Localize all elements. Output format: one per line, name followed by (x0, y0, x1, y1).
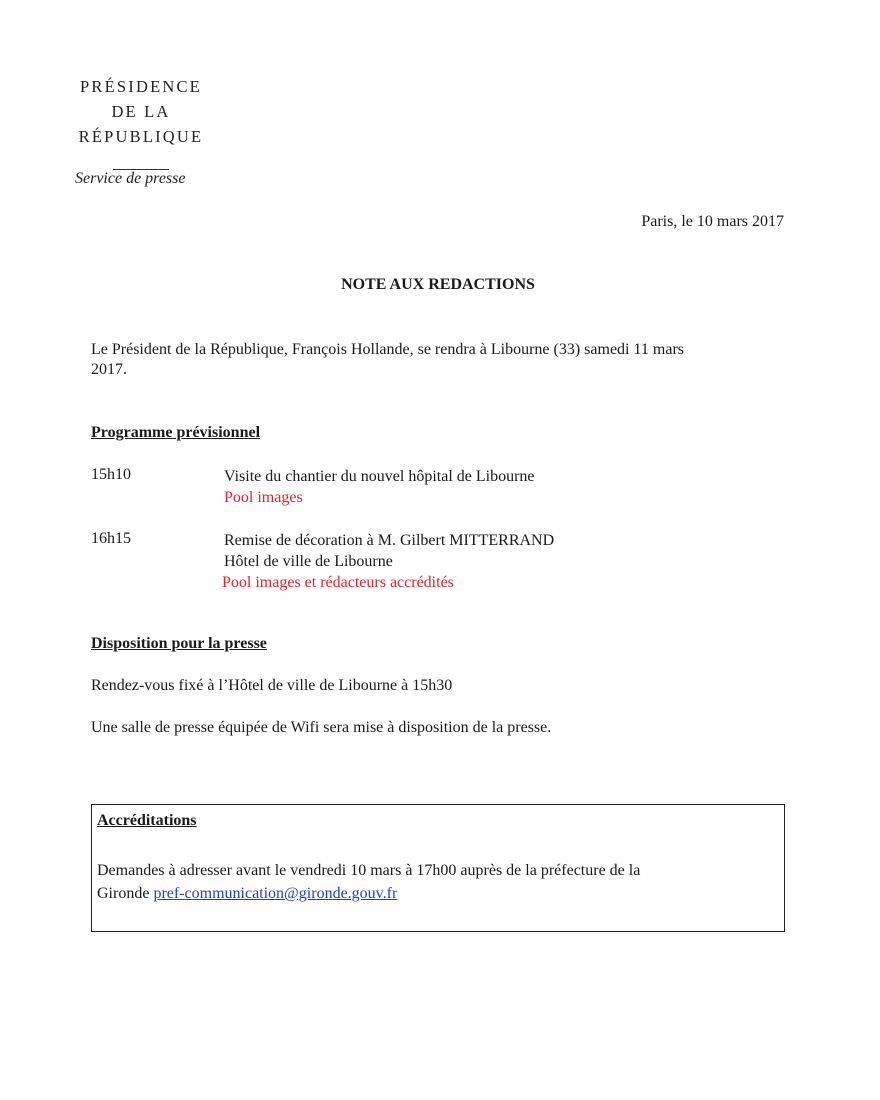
programme-item-description (224, 466, 535, 508)
letterhead (60, 74, 222, 170)
programme-item-description (224, 530, 554, 593)
programme-item-line: Hôtel de ville de Libourne (224, 553, 393, 570)
programme-item-press-note: Pool images (224, 489, 303, 506)
intro-line-1: Le Président de la République, François Hollande, se rendra à Libourne (33) samedi 11 mars (91, 341, 685, 358)
programme-item-time: 16h15 (91, 530, 131, 547)
programme-item-line: Visite du chantier du nouvel hôpital de Libourne (224, 468, 535, 485)
disposition-meeting-paragraph: Rendez-vous fixé à l’Hôtel de ville de Libourne à 15h30 (91, 677, 453, 694)
page-title: NOTE AUX REDACTIONS (341, 276, 535, 293)
letterhead-line-de-la: DE LA (111, 102, 171, 121)
email-link[interactable]: pref-communication@gironde.gouv.fr (153, 885, 398, 902)
service-de-presse-label: Service de presse (75, 170, 186, 187)
programme-item-press-note: Pool images et rédacteurs accrédités (222, 574, 454, 591)
letterhead-line-republique: RÉPUBLIQUE (78, 127, 204, 146)
programme-item-line: Remise de décoration à M. Gilbert MITTERRAND (224, 532, 555, 549)
accreditations-box (91, 804, 785, 932)
programme-item-time: 15h10 (91, 466, 131, 483)
accreditations-heading: Accréditations (97, 812, 197, 829)
programme-heading: Programme prévisionnel (91, 424, 261, 441)
intro-line-2: 2017. (91, 361, 127, 378)
accreditations-line-1: Demandes à adresser avant le vendredi 10 mars à 17h00 auprès de la préfecture de la (97, 862, 641, 879)
letterhead-line-presidence: PRÉSIDENCE (80, 77, 202, 96)
accreditations-gironde-label: Gironde (97, 885, 154, 902)
accreditations-text (97, 859, 777, 905)
disposition-heading: Disposition pour la presse (91, 635, 267, 652)
accreditations-line-2 (97, 882, 777, 905)
document-date: Paris, le 10 mars 2017 (641, 213, 784, 230)
intro-paragraph (91, 340, 787, 380)
disposition-press-room-paragraph: Une salle de presse équipée de Wifi sera mise à disposition de la presse. (91, 719, 552, 736)
